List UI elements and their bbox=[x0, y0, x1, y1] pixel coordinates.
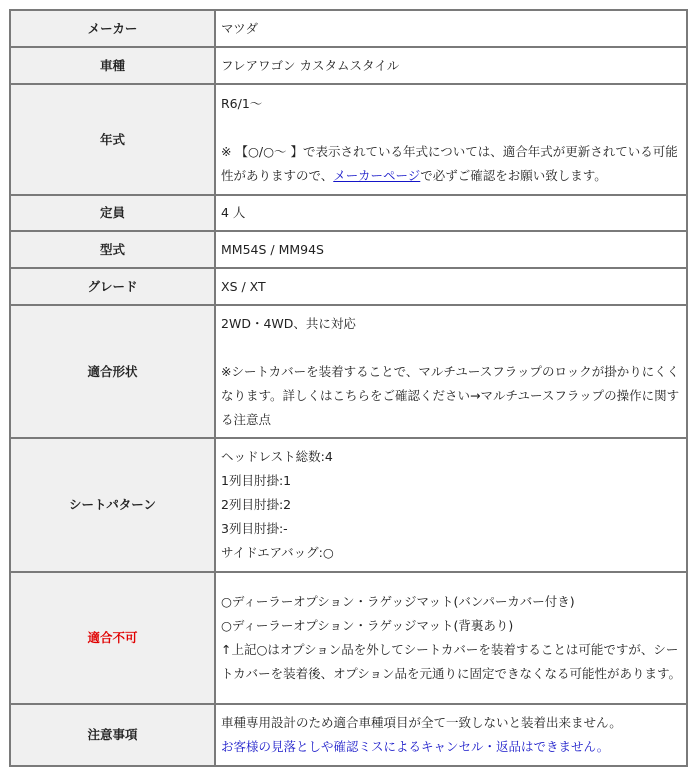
seat-line: 1列目肘掛:1 bbox=[221, 473, 292, 488]
label-model: 車種 bbox=[10, 47, 215, 84]
shape-value: 2WD・4WD、共に対応 bbox=[221, 315, 356, 331]
label-shape: 適合形状 bbox=[10, 305, 215, 438]
row-seat bbox=[10, 438, 687, 572]
maker-page-link[interactable]: メーカーページ bbox=[333, 167, 421, 183]
value-capacity: 4 人 bbox=[215, 195, 687, 231]
label-incompatible: 適合不可 bbox=[10, 572, 215, 704]
label-capacity: 定員 bbox=[10, 195, 215, 231]
label-notes: 注意事項 bbox=[10, 704, 215, 766]
value-grade: XS / XT bbox=[215, 268, 687, 305]
row-grade bbox=[10, 268, 687, 305]
year-note-text-end: で必ずご確認をお願い致します。 bbox=[420, 167, 607, 183]
value-year bbox=[215, 84, 687, 195]
year-note bbox=[221, 140, 681, 188]
seat-line: ヘッドレスト総数:4 bbox=[221, 449, 333, 464]
notes-line: 車種専用設計のため適合車種項目が全て一致しないと装着出来ません。 bbox=[221, 715, 622, 730]
year-note-text: ※ 【○/○～ 】で表示されている年式については、適合年式が更新されている可能性がありますので、 bbox=[221, 143, 678, 183]
row-year bbox=[10, 84, 687, 195]
row-incompatible bbox=[10, 572, 687, 704]
value-maker: マツダ bbox=[215, 10, 687, 47]
incompatible-line: ○ディーラーオプション・ラゲッジマット(バンパーカバー付き) bbox=[221, 594, 575, 609]
row-maker bbox=[10, 10, 687, 47]
value-seat bbox=[215, 438, 687, 572]
seat-line: サイドエアバッグ:○ bbox=[221, 545, 334, 560]
row-model bbox=[10, 47, 687, 84]
label-type: 型式 bbox=[10, 231, 215, 268]
notes-warning-line: お客様の見落としや確認ミスによるキャンセル・返品はできません。 bbox=[221, 739, 610, 754]
value-type: MM54S / MM94S bbox=[215, 231, 687, 268]
incompatible-line: ○ディーラーオプション・ラゲッジマット(背裏あり) bbox=[221, 618, 514, 633]
row-type bbox=[10, 231, 687, 268]
year-value: R6/1～ bbox=[221, 95, 263, 111]
label-maker: メーカー bbox=[10, 10, 215, 47]
row-capacity bbox=[10, 195, 687, 231]
seat-line: 2列目肘掛:2 bbox=[221, 497, 292, 512]
label-year: 年式 bbox=[10, 84, 215, 195]
incompatible-line: ↑上記○はオプション品を外してシートカバーを装着することは可能ですが、シートカバーを装着後、オプション品を元通りに固定できなくなる可能性があります。 bbox=[221, 642, 682, 681]
vehicle-spec-table bbox=[9, 9, 688, 767]
row-shape bbox=[10, 305, 687, 438]
value-incompatible bbox=[215, 572, 687, 704]
row-notes bbox=[10, 704, 687, 766]
value-notes bbox=[215, 704, 687, 766]
value-shape bbox=[215, 305, 687, 438]
seat-line: 3列目肘掛:- bbox=[221, 521, 288, 536]
value-model: フレアワゴン カスタムスタイル bbox=[215, 47, 687, 84]
label-seat: シートパターン bbox=[10, 438, 215, 572]
shape-note: ※シートカバーを装着することで、マルチユースフラップのロックが掛かりにくくなります。詳しくはこちらをご確認ください→マルチユースフラップの操作に関する注意点 bbox=[221, 363, 680, 427]
label-grade: グレード bbox=[10, 268, 215, 305]
